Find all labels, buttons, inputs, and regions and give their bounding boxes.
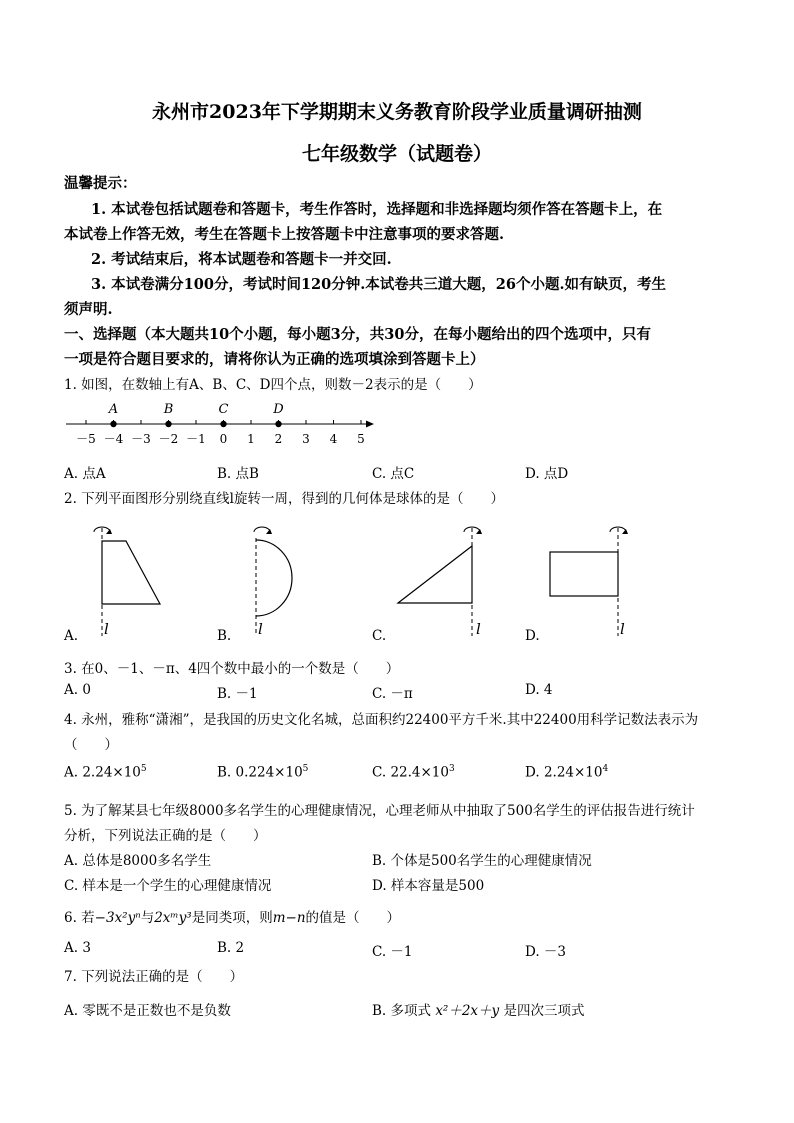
q2-axis-label-a: l <box>104 620 109 638</box>
q1-option-c: C. 点C <box>372 466 415 482</box>
number-line-tick-label: 1 <box>247 432 255 446</box>
q6-option-a: A. 3 <box>64 940 91 956</box>
number-line-tick-label: 5 <box>357 432 365 446</box>
q6-expr: m−n <box>272 910 306 926</box>
number-line-tick-label: 4 <box>329 432 338 446</box>
q5-line1: 5. 为了解某县七年级8000多名学生的心理健康情况，心理老师从中抽取了500名学生的评估报告进行统计 <box>64 803 695 819</box>
q5-option-a: A. 总体是8000多名学生 <box>64 853 212 869</box>
q2-label-d: D. <box>525 628 540 644</box>
number-line-point-label-b: B <box>163 402 174 417</box>
q4-option-b: B. $0.224\times 10^5$ <box>217 764 309 781</box>
q1-text: 1. 如图，在数轴上有A、B、C、D四个点，则数－2表示的是（ ） <box>64 377 482 393</box>
number-line-tick-label: 0 <box>219 432 228 446</box>
number-line-point-a <box>110 421 116 427</box>
tip-3-line1: 3. 本试卷满分100分，考试时间120分钟.本试卷共三道大题，26个小题.如有缺页，考生 <box>91 276 666 293</box>
q3-option-a: A. 0 <box>64 682 91 698</box>
number-line-tick-label: －4 <box>103 432 124 446</box>
exam-title-line1: 永州市2023年下学期期末义务教育阶段学业质量调研抽测 <box>152 101 642 123</box>
q2-label-b: B. <box>217 628 232 644</box>
number-line-point-d <box>275 421 281 427</box>
q3-option-c: C. －π <box>372 686 413 702</box>
number-line-point-c <box>220 421 226 427</box>
q4-line2: （ ） <box>64 737 118 753</box>
q1-number-line <box>60 396 380 452</box>
q6-term1: −3x²yⁿ <box>94 910 141 926</box>
q2-axis-label-d: l <box>620 620 625 638</box>
q4-option-c: C. $22.4\times 10^3$ <box>372 764 455 781</box>
q3-option-b: B. －1 <box>217 686 258 702</box>
q4-option-d: D. $2.24\times 10^4$ <box>525 764 609 781</box>
number-line-point-b <box>165 421 171 427</box>
q6-option-c: C. －1 <box>372 944 413 960</box>
number-line-tick-label: －3 <box>131 432 151 446</box>
q2-axis-label-c: l <box>476 620 481 638</box>
q1-option-b: B. 点B <box>217 466 259 482</box>
tip-1-line1: 1. 本试卷包括试题卷和答题卡，考生作答时，选择题和非选择题均须作答在答题卡上，在 <box>91 201 663 218</box>
q7-option-b: B. 多项式 x²＋2x＋y 是四次三项式 <box>372 1003 585 1019</box>
number-line-tick-label: －2 <box>158 432 179 446</box>
exam-title-line2: 七年级数学（试题卷） <box>301 143 492 165</box>
q3-text: 3. 在0、－1、－π、4四个数中最小的一个数是（ ） <box>64 661 400 677</box>
q4-line1: 4. 永州，雅称“潇湘”，是我国的历史文化名城，总面积约22400平方千米.其中22400用科学记数法表示为 <box>64 712 699 728</box>
q6-term2: 2xᵐy³ <box>154 910 192 926</box>
q1-option-d: D. 点D <box>525 466 569 482</box>
q5-line2: 分析，下列说法正确的是（ ） <box>64 828 267 844</box>
number-line-point-label-d: D <box>273 402 284 417</box>
q2-text: 2. 下列平面图形分别绕直线l旋转一周，得到的几何体是球体的是（ ） <box>64 491 504 507</box>
q2-figure-c <box>388 516 498 640</box>
q5-option-d: D. 样本容量是500 <box>372 878 485 894</box>
tip-2: 2. 考试结束后，将本试题卷和答题卡一并交回. <box>91 251 392 268</box>
number-line-point-label-a: A <box>108 402 119 417</box>
number-line-tick-label: 2 <box>274 432 283 446</box>
q2-figure-b <box>236 516 316 640</box>
q1-option-a: A. 点A <box>64 466 106 482</box>
number-line-tick-label: －1 <box>186 432 206 446</box>
q4-option-a: A. $2.24\times 10^5$ <box>64 764 147 781</box>
q2-label-a: A. <box>64 628 79 644</box>
q7-text: 7. 下列说法正确的是（ ） <box>64 969 244 985</box>
tip-1-line2: 本试卷上作答无效，考生在答题卡上按答题卡中注意事项的要求答题. <box>64 226 505 243</box>
q7-option-a: A. 零既不是正数也不是负数 <box>64 1003 231 1019</box>
number-line-tick-label: 3 <box>302 432 310 446</box>
q3-option-d: D. 4 <box>525 682 553 698</box>
q6-option-d: D. －3 <box>525 944 567 960</box>
number-line-point-label-c: C <box>218 402 229 417</box>
number-line-tick-label: －5 <box>76 432 96 446</box>
q5-option-c: C. 样本是一个学生的心理健康情况 <box>64 878 272 894</box>
q6-text: 6. 若−3x²yⁿ与2xᵐy³是同类项，则m−n的值是（ ） <box>64 910 401 926</box>
tip-3-line2: 须声明. <box>64 301 113 318</box>
section1-line1: 一、选择题（本大题共10个小题，每小题3分，共30分，在每小题给出的四个选项中，只有 <box>64 326 651 343</box>
q6-option-b: B. 2 <box>217 940 245 956</box>
tips-heading: 温馨提示： <box>64 175 137 192</box>
q2-label-c: C. <box>372 628 387 644</box>
q2-figure-a <box>76 516 176 640</box>
q2-axis-label-b: l <box>258 620 263 638</box>
section1-line2: 一项是符合题目要求的，请将你认为正确的选项填涂到答题卡上） <box>64 351 485 368</box>
q2-figure-d <box>546 516 646 640</box>
q7-polynomial: x²＋2x＋y <box>435 1003 500 1019</box>
q5-option-b: B. 个体是500名学生的心理健康情况 <box>372 853 592 869</box>
